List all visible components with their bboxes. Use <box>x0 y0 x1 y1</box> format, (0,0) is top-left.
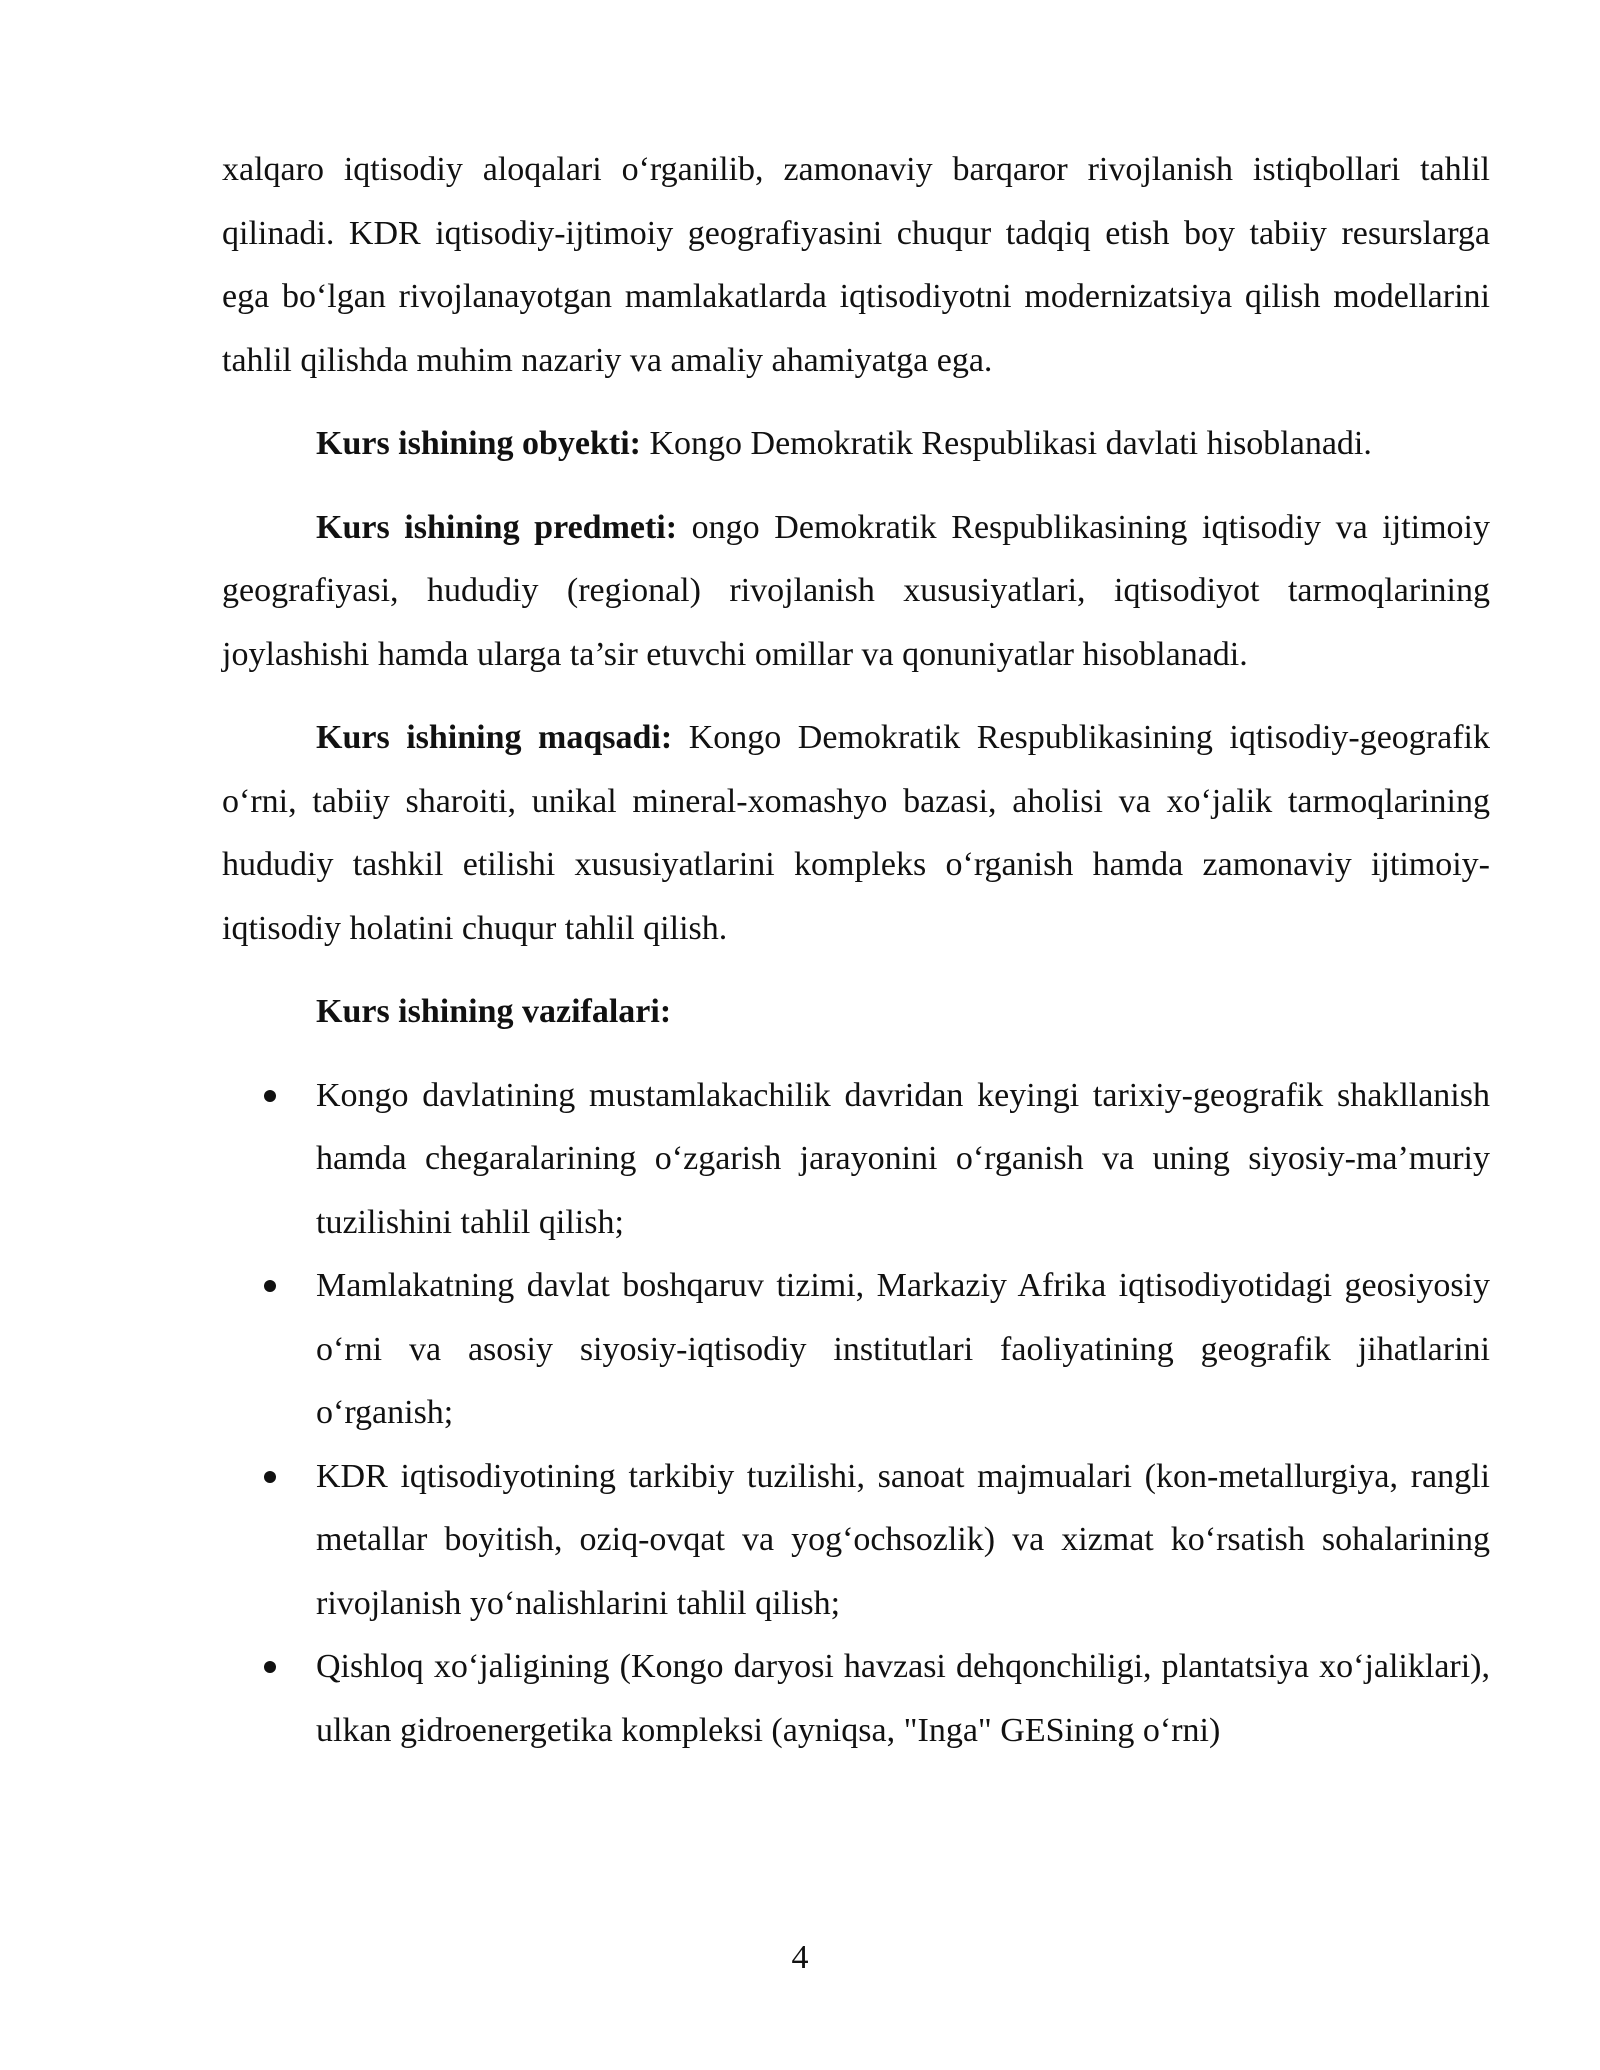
goal-paragraph <box>222 706 1490 960</box>
list-item-text: Mamlakatning davlat boshqaruv tizimi, Markaziy Afrika iqtisodiyotidagi geosiyosiy o‘rni va asosiy siyosiy-iqtisodiy institutlari faoliyatining geografik jihatlarini o‘rganish; <box>316 1267 1490 1431</box>
list-item-text: Qishloq xo‘jaligining (Kongo daryosi havzasi dehqonchiligi, plantatsiya xo‘jaliklari), ulkan gidroenergetika kompleksi (ayniqsa, "Inga" GESining o‘rni) <box>316 1648 1490 1749</box>
subject-label: Kurs ishining predmeti: <box>316 508 678 546</box>
list-item <box>222 1064 1490 1255</box>
subject-paragraph <box>222 496 1490 687</box>
tasks-heading: Kurs ishining vazifalari: <box>316 993 672 1030</box>
list-item <box>222 1254 1490 1445</box>
tasks-list <box>222 1064 1490 1763</box>
intro-paragraph: xalqaro iqtisodiy aloqalari o‘rganilib, zamonaviy barqaror rivojlanish istiqbollari tahlil qilinadi. KDR iqtisodiy-ijtimoiy geografiyasini chuqur tadqiq etish boy tabiiy resurslarga ega bo‘lgan rivojlanayotgan mamlakatlarda iqtisodiyotni modernizatsiya qilish modellarini tahlil qilishda muhim nazariy va amaliy ahamiyatga ega. <box>222 151 1490 379</box>
list-item <box>222 1635 1490 1762</box>
list-item <box>222 1445 1490 1636</box>
document-page <box>222 138 1490 1762</box>
list-item-text: Kongo davlatining mustamlakachilik davridan keyingi tarixiy-geografik shakllanish hamda chegaralarining o‘zgarish jarayonini o‘rganish va uning siyosiy-ma’muriy tuzilishini tahlil qilish; <box>316 1076 1490 1241</box>
bullet-icon <box>264 1471 276 1483</box>
goal-label: Kurs ishining maqsadi: <box>316 719 673 756</box>
object-text: Kongo Demokratik Respublikasi davlati hisoblanadi. <box>640 425 1372 462</box>
goal-text: Kongo Demokratik Respublikasining iqtisodiy-geografik o‘rni, tabiiy sharoiti, unikal mineral-xomashyo bazasi, aholisi va xo‘jalik tarmoqlarining hududiy tashkil etilishi xususiyatlarini kompleks o‘rganish hamda zamonaviy ijtimoiy-iqtisodiy holatini chuqur tahlil qilish. <box>222 719 1490 947</box>
list-item-text: KDR iqtisodiyotining tarkibiy tuzilishi, sanoat majmualari (kon-metallurgiya, rangli metallar boyitish, oziq-ovqat va yog‘ochsozlik) va xizmat ko‘rsatish sohalarining rivojlanish yo‘nalishlarini tahlil qilish; <box>316 1457 1490 1622</box>
bullet-icon <box>264 1661 276 1673</box>
bullet-icon <box>264 1280 276 1292</box>
object-label: Kurs ishining obyekti: <box>316 425 641 462</box>
object-paragraph <box>222 412 1490 476</box>
bullet-icon <box>264 1090 276 1102</box>
subject-text: ongo Demokratik Respublikasining iqtisodiy va ijtimoiy geografiyasi, hududiy (regional) rivojlanish xususiyatlari, iqtisodiyot tarmoqlarining joylashishi hamda ularga ta’sir etuvchi omillar va qonuniyatlar hisoblanadi. <box>222 508 1490 673</box>
page-number: 4 <box>791 1939 809 1976</box>
